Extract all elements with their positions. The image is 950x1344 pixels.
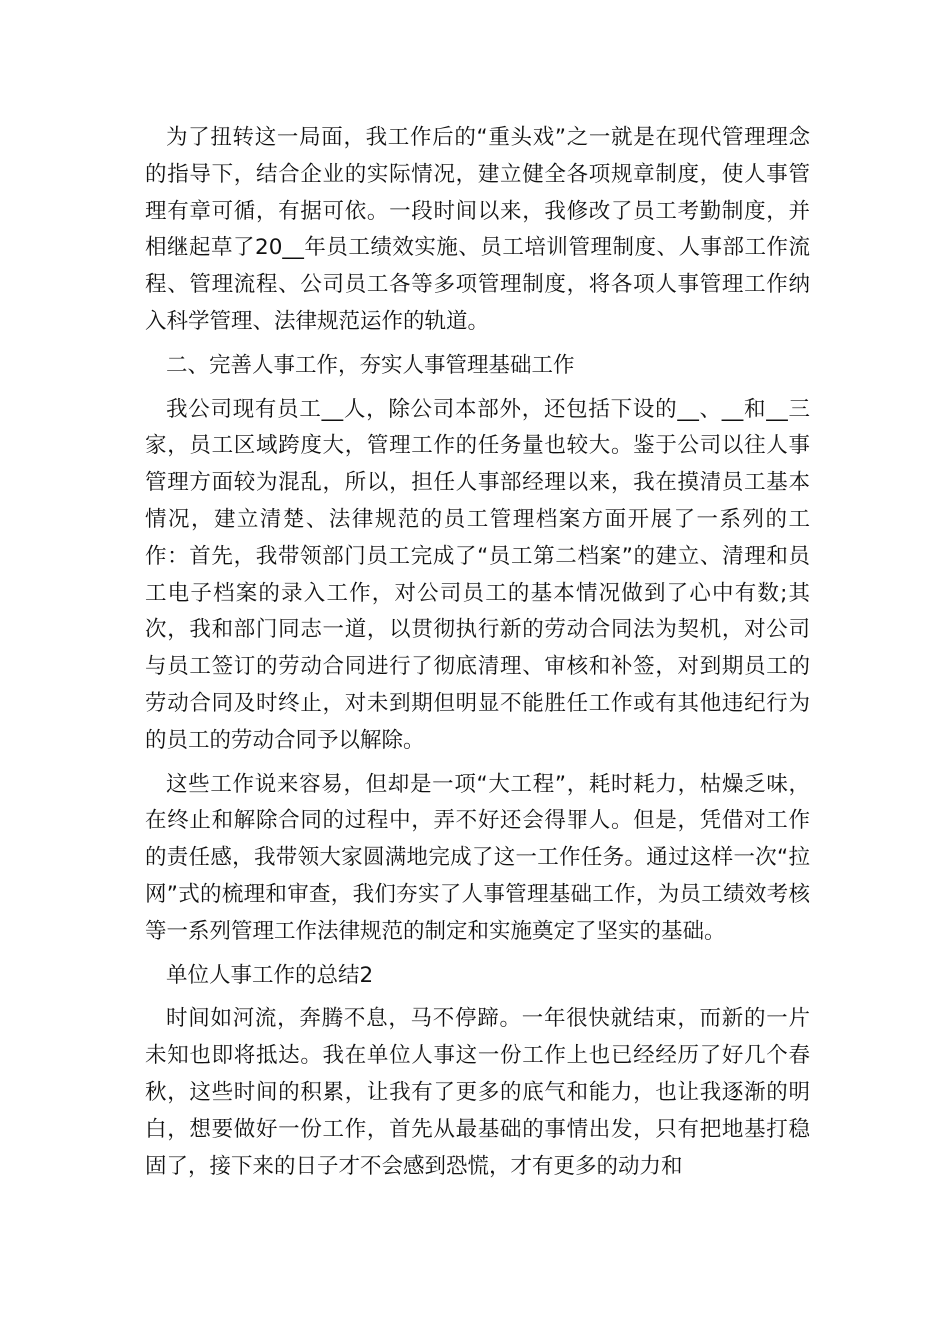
paragraph-regulations: 为了扭转这一局面，我工作后的“重头戏”之一就是在现代管理理念的指导下，结合企业的实际情况，建立健全各项规章制度，使人事管理有章可循，有据可依。一段时间以来，我修改了员工考勤制度，并相继起草了20__年员工绩效实施、员工培训管理制度、人事部工作流程、管理流程、公司员工各等多项管理制度，将各项人事管理工作纳入科学管理、法律规范运作的轨道。: [145, 125, 810, 334]
section-heading-2: 二、完善人事工作，夯实人事管理基础工作: [166, 352, 575, 378]
paragraph-staff-archives: 我公司现有员工__人，除公司本部外，还包括下设的__、__和__三家，员工区域跨度大，管理工作的任务量也较大。鉴于公司以往人事管理方面较为混乱，所以，担任人事部经理以来，我在摸清员工基本情况，建立清楚、法律规范的员工管理档案方面开展了一系列的工作：首先，我带领部门员工完成了“员工第二档案”的建立、清理和员工电子档案的录入工作，对公司员工的基本情况做到了心中有数;其次，我和部门同志一道，以贯彻执行新的劳动合同法为契机，对公司与员工签订的劳动合同进行了彻底清理、审核和补签，对到期员工的劳动合同及时终止，对未到期但明显不能胜任工作或有其他违纪行为的员工的劳动合同予以解除。: [145, 396, 810, 753]
paragraph-time-like-river: 时间如河流，奔腾不息，马不停蹄。一年很快就结束，而新的一片未知也即将抵达。我在单位人事这一份工作上也已经经历了好几个春秋，这些时间的积累，让我有了更多的底气和能力，也让我逐渐的明白，想要做好一份工作，首先从最基础的事情出发，只有把地基打稳固了，接下来的日子才不会感到恐慌，才有更多的动力和: [145, 1006, 810, 1179]
paragraph-big-project: 这些工作说来容易，但却是一项“大工程”，耗时耗力，枯燥乏味，在终止和解除合同的过程中，弄不好还会得罪人。但是，凭借对工作的责任感，我带领大家圆满地完成了这一工作任务。通过这样一次“拉网”式的梳理和审查，我们夯实了人事管理基础工作，为员工绩效考核等一系列管理工作法律规范的制定和实施奠定了坚实的基础。: [145, 771, 810, 944]
document-page: [145, 120, 810, 1192]
summary-title-2: 单位人事工作的总结2: [166, 962, 374, 988]
